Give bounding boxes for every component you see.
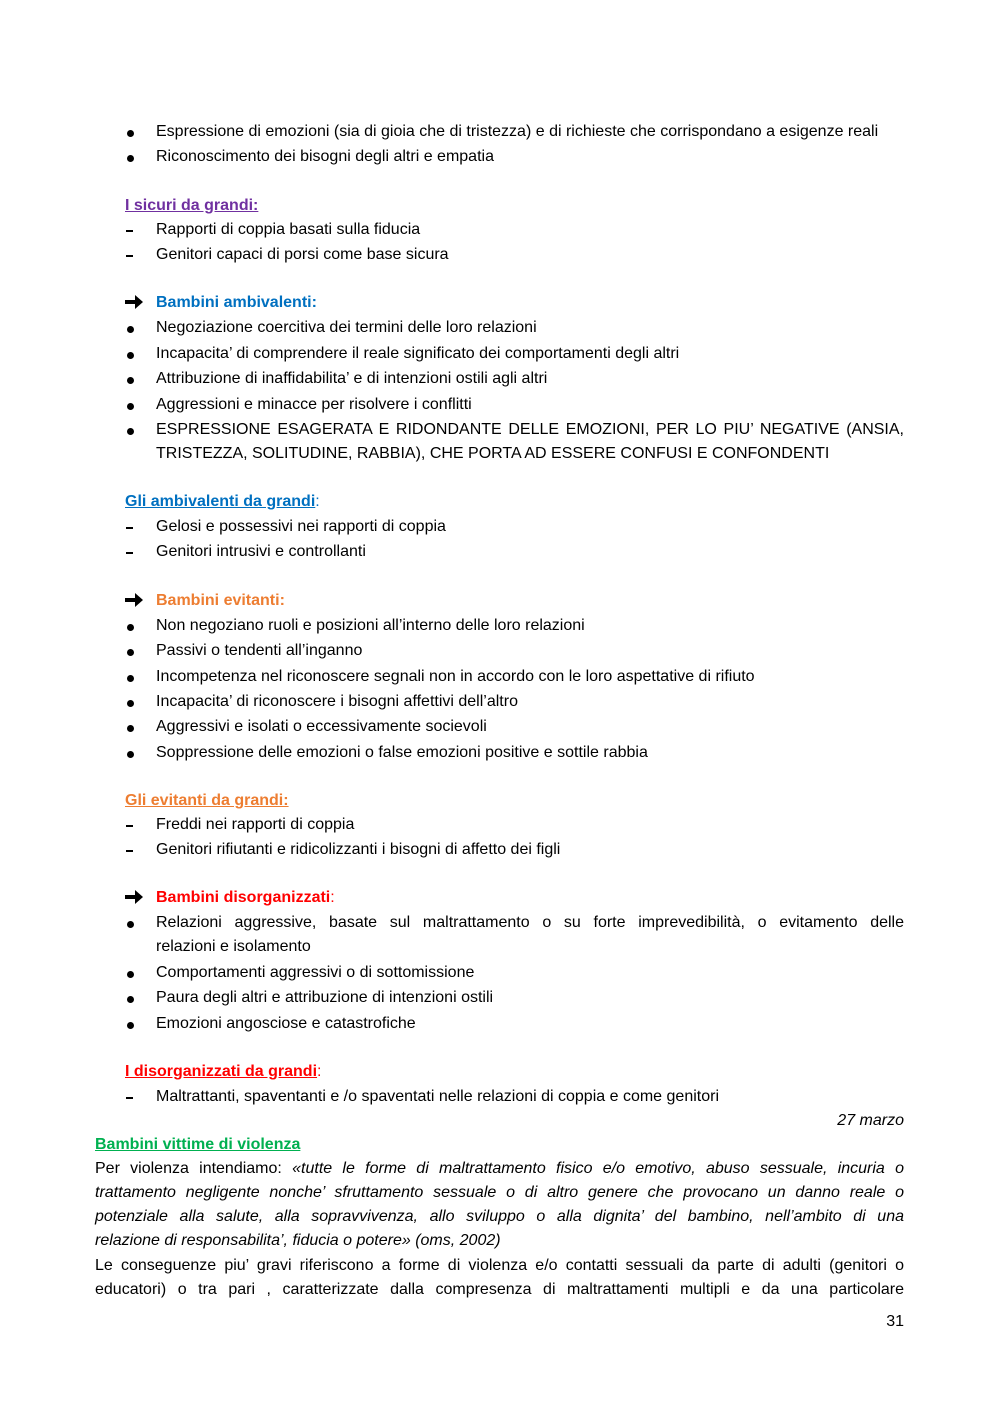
list-item-line: ESPRESSIONE ESAGERATA E RIDONDANTE DELLE EMOZIONI, PER LO PIU’ NEGATIVE (ANSIA, bbox=[156, 421, 904, 438]
bullet-icon bbox=[127, 326, 134, 333]
bullet-icon bbox=[127, 751, 134, 758]
paragraph-line: Per violenza intendiamo: «tutte le forme di maltrattamento fisico e/o emotivo, abuso sessuale, incuria o bbox=[95, 1160, 905, 1177]
bullet-icon bbox=[127, 700, 134, 707]
list-item: Attribuzione di inaffidabilita’ e di intenzioni ostili agli altri bbox=[156, 370, 548, 387]
list-item: Emozioni angosciose e catastrofiche bbox=[156, 1015, 416, 1032]
list-item: Soppressione delle emozioni o false emozioni positive e sottile rabbia bbox=[156, 744, 648, 761]
dash-icon bbox=[126, 255, 133, 257]
paragraph-line: trattamento negligente nonche’ sfruttamento sessuale o di altro genere che provocano un danno reale o bbox=[95, 1184, 904, 1201]
bullet-icon bbox=[127, 675, 134, 682]
ambivalent-adults-heading: Gli ambivalenti da grandi: bbox=[125, 493, 320, 510]
list-item-line: relazioni e isolamento bbox=[156, 938, 311, 955]
list-item: Genitori rifiutanti e ridicolizzanti i bisogni di affetto dei figli bbox=[156, 841, 561, 858]
list-item: Negoziazione coercitiva dei termini delle loro relazioni bbox=[156, 319, 537, 336]
list-item: Genitori capaci di porsi come base sicura bbox=[156, 246, 449, 263]
list-item-line: Relazioni aggressive, basate sul maltrattamento o su forte imprevedibilità, o evitamento delle bbox=[156, 914, 904, 931]
list-item: Maltrattanti, spaventanti e /o spaventati nelle relazioni di coppia e come genitori bbox=[156, 1088, 719, 1105]
list-item: Paura degli altri e attribuzione di intenzioni ostili bbox=[156, 989, 494, 1006]
disorganized-children-heading: Bambini disorganizzati: bbox=[156, 889, 335, 906]
bullet-icon bbox=[127, 725, 134, 732]
bullet-icon bbox=[127, 971, 134, 978]
list-item: Espressione di emozioni (sia di gioia che di tristezza) e di richieste che corrispondano a esigenze reali bbox=[156, 123, 879, 140]
list-item: Freddi nei rapporti di coppia bbox=[156, 816, 355, 833]
page-number: 31 bbox=[886, 1313, 904, 1330]
bullet-icon bbox=[127, 352, 134, 359]
list-item: Incapacita’ di riconoscere i bisogni affettivi dell’altro bbox=[156, 693, 518, 710]
date-label: 27 marzo bbox=[837, 1112, 904, 1129]
list-item: Incapacita’ di comprendere il reale significato dei comportamenti degli altri bbox=[156, 345, 680, 362]
arrow-right-icon bbox=[124, 592, 144, 608]
dash-icon bbox=[126, 230, 133, 232]
disorganized-adults-heading: I disorganizzati da grandi: bbox=[125, 1063, 322, 1080]
list-item: Gelosi e possessivi nei rapporti di coppia bbox=[156, 518, 446, 535]
list-item: Incompetenza nel riconoscere segnali non in accordo con le loro aspettative di rifiuto bbox=[156, 668, 755, 685]
bullet-icon bbox=[127, 996, 134, 1003]
dash-icon bbox=[126, 527, 133, 529]
bullet-icon bbox=[127, 155, 134, 162]
avoidant-children-heading: Bambini evitanti: bbox=[156, 592, 285, 609]
arrow-right-icon bbox=[124, 294, 144, 310]
bullet-icon bbox=[127, 130, 134, 137]
dash-icon bbox=[126, 552, 133, 554]
list-item: Aggressioni e minacce per risolvere i conflitti bbox=[156, 396, 472, 413]
bullet-icon bbox=[127, 377, 134, 384]
list-item: Non negoziano ruoli e posizioni all’interno delle loro relazioni bbox=[156, 617, 585, 634]
list-item: Riconoscimento dei bisogni degli altri e empatia bbox=[156, 148, 494, 165]
paragraph-line: Le conseguenze piu’ gravi riferiscono a forme di violenza e/o contatti sessuali da parte di adulti (genitori o bbox=[95, 1257, 904, 1274]
dash-icon bbox=[126, 850, 133, 852]
bullet-icon bbox=[127, 403, 134, 410]
list-item: Genitori intrusivi e controllanti bbox=[156, 543, 366, 560]
list-item-line: TRISTEZZA, SOLITUDINE, RABBIA), CHE PORTA AD ESSERE CONFUSI E CONFONDENTI bbox=[156, 445, 830, 462]
bullet-icon bbox=[127, 1022, 134, 1029]
secure-adults-heading: I sicuri da grandi: bbox=[125, 197, 259, 214]
list-item: Aggressivi e isolati o eccessivamente socievoli bbox=[156, 718, 487, 735]
list-item: Rapporti di coppia basati sulla fiducia bbox=[156, 221, 421, 238]
paragraph-line: educatori) o tra pari , caratterizzate dalla compresenza di maltrattamenti multipli e da una particolare bbox=[95, 1281, 904, 1298]
dash-icon bbox=[126, 825, 133, 827]
list-item: Passivi o tendenti all’inganno bbox=[156, 642, 363, 659]
arrow-right-icon bbox=[124, 889, 144, 905]
bullet-icon bbox=[127, 921, 134, 928]
violence-heading: Bambini vittime di violenza bbox=[95, 1136, 301, 1153]
bullet-icon bbox=[127, 649, 134, 656]
paragraph-line: relazione di responsabilita’, fiducia o potere» (oms, 2002) bbox=[95, 1232, 501, 1249]
list-item: Comportamenti aggressivi o di sottomissione bbox=[156, 964, 475, 981]
dash-icon bbox=[126, 1097, 133, 1099]
avoidant-adults-heading: Gli evitanti da grandi: bbox=[125, 792, 289, 809]
bullet-icon bbox=[127, 428, 134, 435]
ambivalent-children-heading: Bambini ambivalenti: bbox=[156, 294, 317, 311]
paragraph-line: potenziale alla salute, alla sopravvivenza, allo sviluppo o alla dignita’ del bambino, nell’ambito di una bbox=[95, 1208, 904, 1225]
bullet-icon bbox=[127, 624, 134, 631]
